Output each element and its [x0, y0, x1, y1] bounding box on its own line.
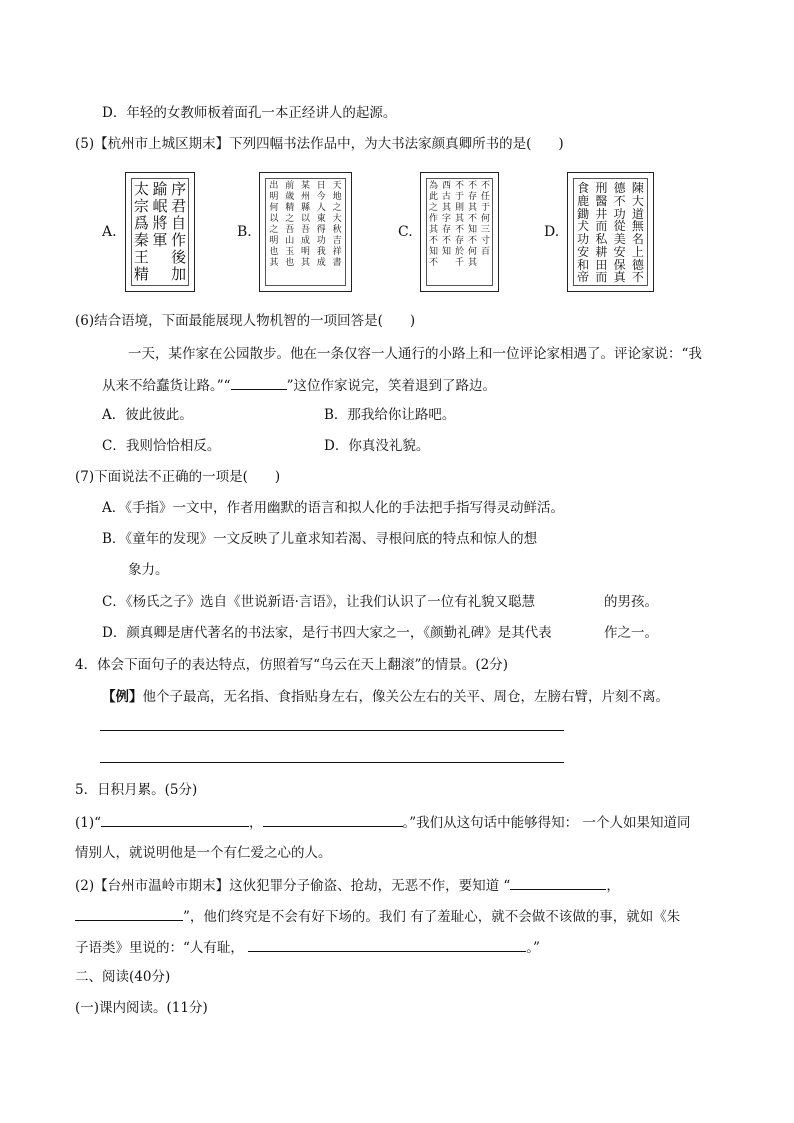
q6-option-b: B．那我给你让路吧。 [324, 407, 456, 423]
calligraphy-char: 何 [269, 203, 279, 213]
calligraphy-char: 從 [613, 219, 626, 234]
calligraphy-char: 無 [631, 219, 644, 234]
calligraphy-char: 存 [442, 225, 452, 235]
calligraphy-char: 井 [595, 206, 608, 221]
calligraphy-char: 不 [455, 181, 465, 191]
q5-p2-line3 [75, 937, 540, 957]
calligraphy-char: 耕 [595, 244, 608, 259]
calligraphy-char: 不 [429, 236, 439, 246]
calligraphy-char: 吉 [332, 236, 342, 246]
q6-passage-text-b: ”这位作家说完，笑着退到了路边。 [286, 378, 496, 394]
calligraphy-char: 明 [269, 192, 279, 202]
calligraphy-char: 任 [481, 192, 491, 202]
calligraphy-char: 後 [171, 248, 187, 266]
calligraphy-char: 不 [429, 258, 439, 268]
q5-p2-quote-end: 。” [526, 940, 540, 956]
q5-p2-line1 [75, 875, 620, 895]
calligraphy-char: 功 [613, 206, 626, 221]
calligraphy-char: 道 [631, 206, 644, 221]
calligraphy-char: 以 [269, 214, 279, 224]
q7-option-d: D．颜真卿是唐代著名的书法家，是行书四大家之一，《颜勤礼碑》是其代表 [102, 625, 552, 641]
q5-p2-mid: ”，他们终究是不会有好下场的。我们 有了羞耻心，就不会做不该做的事，就如《朱 [183, 909, 681, 925]
q5-p1-prefix: (1)“ [75, 815, 102, 831]
calligraphy-char: 天 [332, 181, 342, 191]
calligraphy-char: 三 [481, 225, 491, 235]
calligraphy-char: 名 [631, 232, 644, 246]
q5-p1-blank-2[interactable] [263, 812, 403, 827]
calligraphy-char: 知 [468, 225, 478, 235]
calligraphy-char: 帝 [577, 270, 590, 285]
calligraphy-char: 此 [429, 192, 439, 202]
calligraphy-char: 成 [316, 258, 326, 268]
q6-answer-blank[interactable] [231, 375, 287, 390]
calligraphy-char: 存 [455, 236, 465, 246]
calligraphy-char: 功 [577, 232, 590, 246]
calligraphy-char: 而 [595, 219, 608, 234]
calligraphy-char: 知 [442, 247, 452, 257]
calligraphy-char: 序 [171, 180, 187, 198]
q5-p2-comma: ， [606, 878, 620, 894]
calligraphy-image-a [125, 172, 195, 292]
calligraphy-char: 之 [285, 214, 295, 224]
q5-p2-quote-start: 子语类》里说的：“人有耻， [75, 940, 249, 956]
calligraphy-image-c [420, 172, 499, 292]
option-d-letter: D. [544, 224, 560, 240]
calligraphy-char: 大 [631, 193, 644, 208]
calligraphy-char: 宗 [133, 197, 149, 215]
q6-passage-line1: 一天，某作家在公园散步。他在一条仅容一人通行的小路上和一位评论家相遇了。评论家说：“我 [128, 346, 702, 362]
calligraphy-char: 食 [577, 181, 590, 195]
q6-option-c: C．我则恰恰相反。 [102, 438, 221, 454]
calligraphy-char: 不 [468, 181, 478, 191]
calligraphy-char: 其 [269, 258, 279, 268]
option-a-letter: A. [102, 224, 117, 240]
calligraphy-char: 之 [429, 203, 439, 213]
calligraphy-char: 地 [332, 192, 342, 202]
calligraphy-char: 大 [332, 214, 342, 224]
calligraphy-char: 之 [332, 203, 342, 213]
calligraphy-char: 千 [455, 258, 465, 268]
calligraphy-char: 知 [429, 247, 439, 257]
q5-p2-blank-3[interactable] [248, 937, 526, 952]
calligraphy-char: 人 [316, 203, 326, 213]
calligraphy-char: 祥 [332, 247, 342, 257]
calligraphy-char: 為 [429, 181, 439, 191]
calligraphy-char: 玉 [285, 247, 295, 257]
calligraphy-char: 西 [442, 181, 452, 191]
q7-option-d-cont: 作之一。 [604, 625, 658, 641]
q5-p2-blank-1[interactable] [510, 875, 606, 890]
calligraphy-char: 於 [455, 247, 465, 257]
calligraphy-char: 縣 [301, 203, 311, 213]
q5-p2-prefix: (2)【台州市温岭市期末】这伙犯罪分子偷盗、抢劫，无恶不作，要知道 “ [75, 878, 511, 894]
calligraphy-char: 軍 [152, 231, 168, 249]
calligraphy-char: 安 [613, 244, 626, 259]
q6-option-d: D．你真没礼貌。 [324, 438, 430, 454]
calligraphy-char: 其 [301, 258, 311, 268]
section-reading-title: 二、阅读(40分) [75, 969, 171, 985]
calligraphy-char: 安 [577, 244, 590, 259]
calligraphy-char: 也 [269, 247, 279, 257]
calligraphy-char: 吾 [301, 225, 311, 235]
calligraphy-char: 德 [613, 181, 626, 195]
q5-section-stem: 5．日积月累。(5分) [75, 782, 198, 798]
calligraphy-char: 古 [442, 192, 452, 202]
calligraphy-char: 和 [577, 257, 590, 272]
q4-example-text: 他个子最高，无名指、食指贴身左右，像关公左右的关平、周仓，左膀右臂，片刻不离。 [142, 689, 669, 705]
calligraphy-char: 今 [316, 192, 326, 202]
q4-answer-line-2[interactable] [100, 762, 564, 763]
calligraphy-char: 明 [269, 236, 279, 246]
q5-stem: (5)【杭州市上城区期末】下列四幅书法作品中，为大书法家颜真卿所书的是( ) [75, 136, 564, 152]
calligraphy-char: 鋤 [577, 206, 590, 221]
calligraphy-char: 之 [269, 225, 279, 235]
calligraphy-image-d [567, 172, 654, 292]
calligraphy-char: 吾 [285, 225, 295, 235]
calligraphy-image-b [259, 172, 352, 292]
calligraphy-char: 作 [429, 214, 439, 224]
q7-stem: (7)下面说法不正确的一项是( ) [75, 469, 281, 485]
calligraphy-char: 將 [152, 214, 168, 232]
q6-stem: (6)结合语境，下面最能展现人物机智的一项回答是( ) [75, 313, 416, 329]
calligraphy-char: 不 [468, 236, 478, 246]
option-c-letter: C. [398, 224, 413, 240]
calligraphy-char: 不 [442, 236, 452, 246]
calligraphy-char: 其 [442, 203, 452, 213]
calligraphy-char: 明 [301, 247, 311, 257]
calligraphy-char: 得 [316, 225, 326, 235]
calligraphy-char: 刑 [595, 181, 608, 195]
q5-p2-line2 [75, 906, 680, 926]
q5-p1-comma: ， [249, 815, 263, 831]
calligraphy-char: 上 [631, 244, 644, 259]
option-b-letter: B. [237, 224, 252, 240]
calligraphy-char: 不 [631, 270, 644, 285]
calligraphy-char: 而 [595, 270, 608, 285]
calligraphy-char: 前 [285, 181, 295, 191]
calligraphy-char: 存 [468, 192, 478, 202]
calligraphy-char: 王 [133, 248, 149, 266]
calligraphy-char: 其 [468, 258, 478, 268]
q5-p1-line2: 情别人，就说明他是一个有仁爱之心的人。 [75, 845, 332, 861]
q5-p2-blank-2[interactable] [75, 906, 183, 921]
calligraphy-char: 字 [442, 214, 452, 224]
q7-option-b: B．《童年的发现》一文反映了儿童求知若渴、寻根问底的特点和惊人的想 [102, 531, 538, 547]
calligraphy-char: 也 [285, 258, 295, 268]
q7-option-b-cont: 象力。 [128, 562, 169, 578]
calligraphy-char: 作 [171, 231, 187, 249]
calligraphy-char: 功 [316, 236, 326, 246]
q6-passage-text-a: 从来不给蠢货让路。”“ [102, 378, 231, 394]
calligraphy-char: 醫 [595, 193, 608, 208]
calligraphy-char: 于 [481, 203, 491, 213]
q5-p1-line1 [75, 812, 690, 832]
calligraphy-char: 犬 [577, 219, 590, 234]
calligraphy-char: 以 [301, 214, 311, 224]
calligraphy-char: 山 [285, 236, 295, 246]
calligraphy-char: 百 [481, 247, 491, 257]
calligraphy-char: 日 [316, 181, 326, 191]
calligraphy-char: 何 [468, 247, 478, 257]
calligraphy-char: 德 [631, 257, 644, 272]
calligraphy-char: 秦 [133, 231, 149, 249]
calligraphy-char: 其 [468, 203, 478, 213]
calligraphy-char: 州 [301, 192, 311, 202]
section-reading-subtitle: (一)课内阅读。(11分) [75, 1000, 208, 1016]
calligraphy-char: 則 [455, 203, 465, 213]
calligraphy-char: 歲 [285, 192, 295, 202]
q7-option-c: C．《杨氏之子》选自《世说新语·言语》，让我们认识了一位有礼貌又聪慧 [102, 594, 536, 610]
calligraphy-char: 爲 [133, 214, 149, 232]
q4-answer-line-1[interactable] [100, 730, 564, 731]
calligraphy-char: 不 [455, 225, 465, 235]
calligraphy-char: 鹿 [577, 193, 590, 208]
calligraphy-char: 其 [429, 225, 439, 235]
calligraphy-char: 保 [613, 257, 626, 272]
q7-option-a: A．《手指》一文中，作者用幽默的语言和拟人化的手法把手指写得灵动鲜活。 [102, 500, 564, 516]
q4-example-tag: 【例】 [102, 689, 143, 705]
calligraphy-char: 寸 [481, 236, 491, 246]
calligraphy-char: 太 [133, 180, 149, 198]
calligraphy-char: 秋 [332, 225, 342, 235]
calligraphy-char: 不 [613, 193, 626, 208]
calligraphy-char: 陳 [631, 181, 644, 195]
calligraphy-char: 東 [316, 214, 326, 224]
calligraphy-char: 其 [455, 214, 465, 224]
calligraphy-char: 美 [613, 232, 626, 246]
q6-passage-line2 [102, 375, 496, 395]
calligraphy-char: 精 [133, 265, 149, 283]
calligraphy-char: 某 [301, 181, 311, 191]
calligraphy-char: 何 [481, 214, 491, 224]
q3-option-d-prev: D．年轻的女教师板着面孔一本正经讲人的起源。 [102, 105, 397, 121]
q7-option-c-cont: 的男孩。 [604, 594, 658, 610]
calligraphy-char: 不 [468, 214, 478, 224]
calligraphy-char: 君 [171, 197, 187, 215]
calligraphy-char: 出 [269, 181, 279, 191]
calligraphy-char: 私 [595, 232, 608, 246]
q5-p1-suffix: 。”我们从这句话中能够得知： 一个人如果知道同 [402, 815, 691, 831]
calligraphy-char: 田 [595, 257, 608, 272]
calligraphy-char: 真 [613, 270, 626, 285]
calligraphy-char: 岷 [152, 197, 168, 215]
calligraphy-char: 自 [171, 214, 187, 232]
calligraphy-char: 精 [285, 203, 295, 213]
calligraphy-char: 不 [481, 181, 491, 191]
calligraphy-char: 成 [301, 236, 311, 246]
calligraphy-char: 于 [455, 192, 465, 202]
q5-p1-blank-1[interactable] [101, 812, 249, 827]
q4-example [102, 688, 669, 706]
q6-option-a: A．彼此彼此。 [102, 407, 193, 423]
q4-stem: 4．体会下面句子的表达特点，仿照着写“乌云在天上翻滚”的情景。(2分) [75, 657, 509, 673]
calligraphy-char: 我 [316, 247, 326, 257]
calligraphy-char: 書 [332, 258, 342, 268]
calligraphy-char: 加 [171, 265, 187, 283]
calligraphy-char: 踰 [152, 180, 168, 198]
